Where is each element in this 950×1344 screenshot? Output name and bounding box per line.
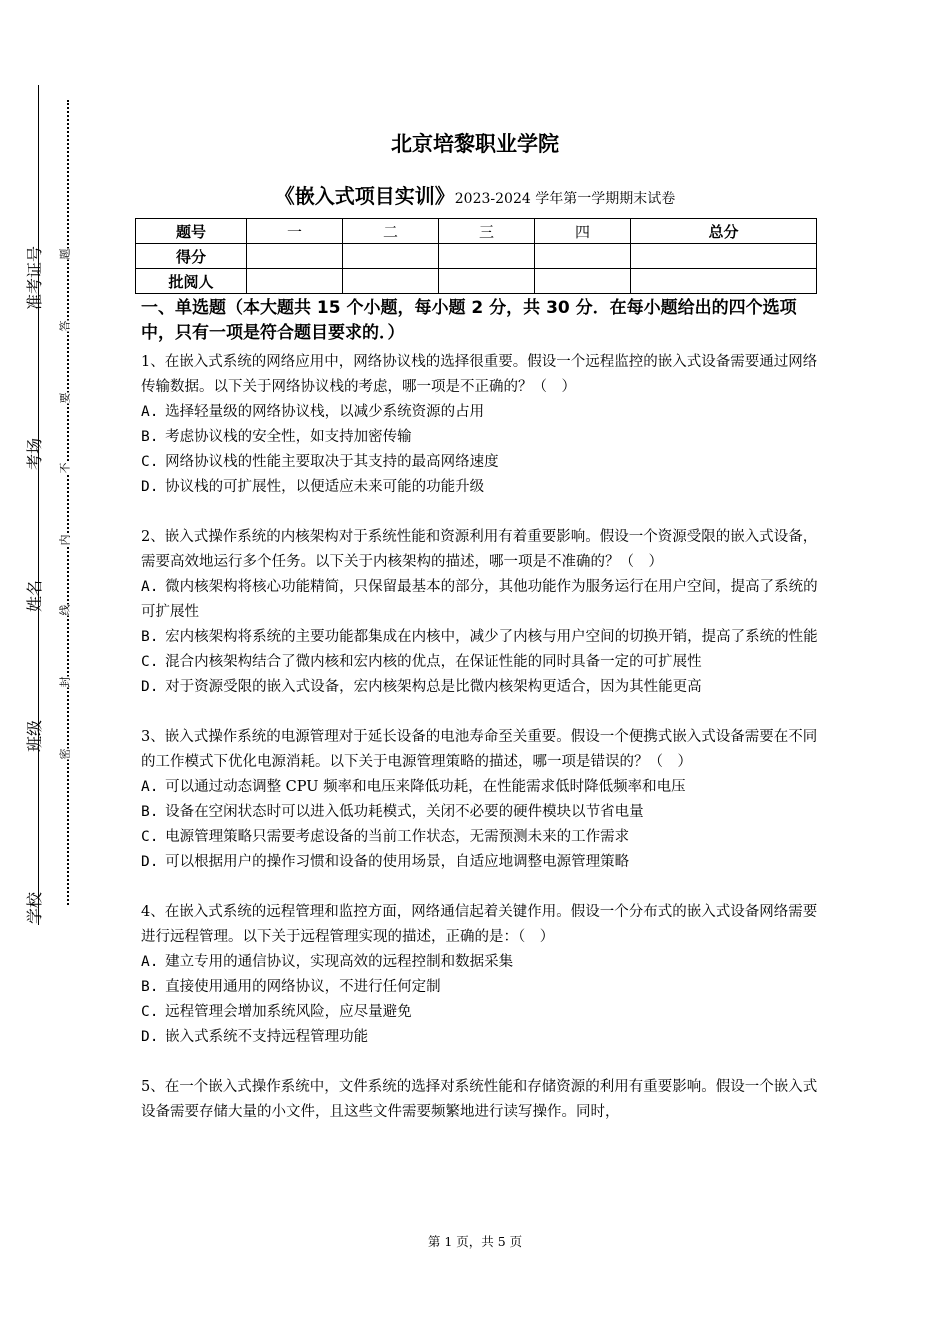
option-b [141, 800, 821, 825]
option-text: 嵌入式系统不支持远程管理功能 [165, 1029, 369, 1045]
seal-mark: 题 [58, 248, 72, 260]
reviewer-cell [535, 269, 631, 294]
exam-room-label: 考场 [25, 437, 44, 470]
option-text: 远程管理会增加系统风险，应尽量避免 [165, 1004, 412, 1020]
reviewer-cell [343, 269, 439, 294]
option-letter: A. [141, 954, 159, 970]
option-letter: A. [141, 779, 159, 795]
option-text: 协议栈的可扩展性，以便适应未来可能的功能升级 [165, 479, 485, 495]
option-a [141, 775, 821, 800]
option-letter: B. [141, 979, 159, 995]
option-letter: B. [141, 804, 159, 820]
score-table [135, 218, 817, 294]
option-letter: C. [141, 654, 159, 670]
score-row-label: 得分 [136, 244, 247, 269]
seal-line [67, 100, 69, 905]
option-d [141, 850, 821, 875]
name-label: 姓名 [25, 579, 44, 612]
option-letter: D. [141, 679, 159, 695]
option-a [141, 575, 821, 625]
question-5 [141, 1075, 821, 1125]
option-text: 宏内核架构将系统的主要功能都集成在内核中，减少了内核与用户空间的切换开销，提高了系统的性能 [165, 629, 818, 645]
exam-content [141, 296, 821, 1150]
option-b [141, 975, 821, 1000]
option-letter: C. [141, 1004, 159, 1020]
section-title: 一、单选题（本大题共 15 个小题，每小题 2 分，共 30 分．在每小题给出的四个选项中，只有一项是符合题目要求的．） [141, 298, 797, 343]
seal-mark: 不 [58, 462, 72, 474]
binding-line [38, 85, 39, 925]
option-text: 直接使用通用的网络协议，不进行任何定制 [165, 979, 441, 995]
option-letter: D. [141, 854, 159, 870]
score-row [136, 244, 817, 269]
question-stem: 2、嵌入式操作系统的内核架构对于系统性能和资源利用有着重要影响。假设一个资源受限的嵌入式设备，需要高效地运行多个任务。以下关于内核架构的描述，哪一项是不准确的？（ ） [141, 529, 818, 570]
option-text: 考虑协议栈的安全性，如支持加密传输 [165, 429, 412, 445]
option-letter: A. [141, 404, 159, 420]
option-letter: A. [141, 579, 159, 595]
option-text: 建立专用的通信协议，实现高效的远程控制和数据采集 [165, 954, 514, 970]
option-letter: D. [141, 1029, 159, 1045]
score-header-cell: 一 [247, 219, 343, 244]
score-cell [631, 244, 817, 269]
option-letter: C. [141, 829, 159, 845]
option-text: 网络协议栈的性能主要取决于其支持的最高网络速度 [165, 454, 499, 470]
option-c [141, 650, 821, 675]
option-c [141, 450, 821, 475]
reviewer-row [136, 269, 817, 294]
option-letter: B. [141, 629, 159, 645]
exam-subtitle [133, 180, 817, 209]
reviewer-cell [631, 269, 817, 294]
binding-margin [0, 0, 100, 1344]
question-stem: 1、在嵌入式系统的网络应用中，网络协议栈的选择很重要。假设一个远程监控的嵌入式设备需要通过网络传输数据。以下关于网络协议栈的考虑，哪一项是不正确的？（ ） [141, 354, 818, 395]
option-b [141, 425, 821, 450]
seal-mark: 封 [58, 676, 72, 688]
page-footer: 第 1 页，共 5 页 [427, 1234, 523, 1249]
option-c [141, 1000, 821, 1025]
option-b [141, 625, 821, 650]
score-cell [439, 244, 535, 269]
seal-mark: 答 [58, 320, 72, 332]
school-title: 北京培黎职业学院 [391, 132, 559, 156]
question-2 [141, 525, 821, 700]
score-header-cell: 四 [535, 219, 631, 244]
question-stem: 3、嵌入式操作系统的电源管理对于延长设备的电池寿命至关重要。假设一个便携式嵌入式设备需要在不同的工作模式下优化电源消耗。以下关于电源管理策略的描述，哪一项是错误的？（ ） [141, 729, 818, 770]
score-header-cell: 二 [343, 219, 439, 244]
option-d [141, 475, 821, 500]
school-label: 学校 [25, 891, 44, 924]
reviewer-row-label: 批阅人 [136, 269, 247, 294]
option-d [141, 1025, 821, 1050]
score-header-cell: 三 [439, 219, 535, 244]
option-text: 可以通过动态调整 CPU 频率和电压来降低功耗，在性能需求低时降低频率和电压 [165, 779, 686, 795]
score-cell [535, 244, 631, 269]
question-stem: 5、在一个嵌入式操作系统中，文件系统的选择对系统性能和存储资源的利用有重要影响。假设一个嵌入式设备需要存储大量的小文件，且这些文件需要频繁地进行读写操作。同时， [141, 1079, 818, 1120]
option-a [141, 400, 821, 425]
score-table-header-row [136, 219, 817, 244]
question-stem: 4、在嵌入式系统的远程管理和监控方面，网络通信起着关键作用。假设一个分布式的嵌入式设备网络需要进行远程管理。以下关于远程管理实现的描述，正确的是：（ ） [141, 904, 818, 945]
question-1 [141, 350, 821, 500]
option-letter: C. [141, 454, 159, 470]
option-letter: D. [141, 479, 159, 495]
score-cell [343, 244, 439, 269]
class-label: 班级 [25, 719, 44, 752]
option-letter: B. [141, 429, 159, 445]
seal-mark: 内 [58, 534, 72, 546]
exam-number-label: 准考证号 [25, 245, 44, 310]
option-text: 设备在空闲状态时可以进入低功耗模式，关闭不必要的硬件模块以节省电量 [165, 804, 644, 820]
option-a [141, 950, 821, 975]
score-header-cell: 题号 [136, 219, 247, 244]
option-text: 选择轻量级的网络协议栈，以减少系统资源的占用 [165, 404, 485, 420]
option-d [141, 675, 821, 700]
option-c [141, 825, 821, 850]
option-text: 对于资源受限的嵌入式设备，宏内核架构总是比微内核架构更适合，因为其性能更高 [165, 679, 702, 695]
question-4 [141, 900, 821, 1050]
seal-mark: 要 [58, 392, 72, 404]
seal-mark: 密 [58, 748, 72, 760]
reviewer-cell [439, 269, 535, 294]
score-cell [247, 244, 343, 269]
question-3 [141, 725, 821, 875]
option-text: 电源管理策略只需要考虑设备的当前工作状态，无需预测未来的工作需求 [165, 829, 630, 845]
option-text: 微内核架构将核心功能精简，只保留最基本的部分，其他功能作为服务运行在用户空间，提高了系统的可扩展性 [141, 579, 818, 620]
score-header-cell: 总分 [631, 219, 817, 244]
course-title: 《嵌入式项目实训》 [274, 184, 455, 208]
option-text: 可以根据用户的操作习惯和设备的使用场景，自适应地调整电源管理策略 [165, 854, 630, 870]
seal-mark: 线 [58, 604, 72, 616]
option-text: 混合内核架构结合了微内核和宏内核的优点，在保证性能的同时具备一定的可扩展性 [165, 654, 702, 670]
term-label: 2023-2024 学年第一学期期末试卷 [454, 191, 676, 207]
reviewer-cell [247, 269, 343, 294]
